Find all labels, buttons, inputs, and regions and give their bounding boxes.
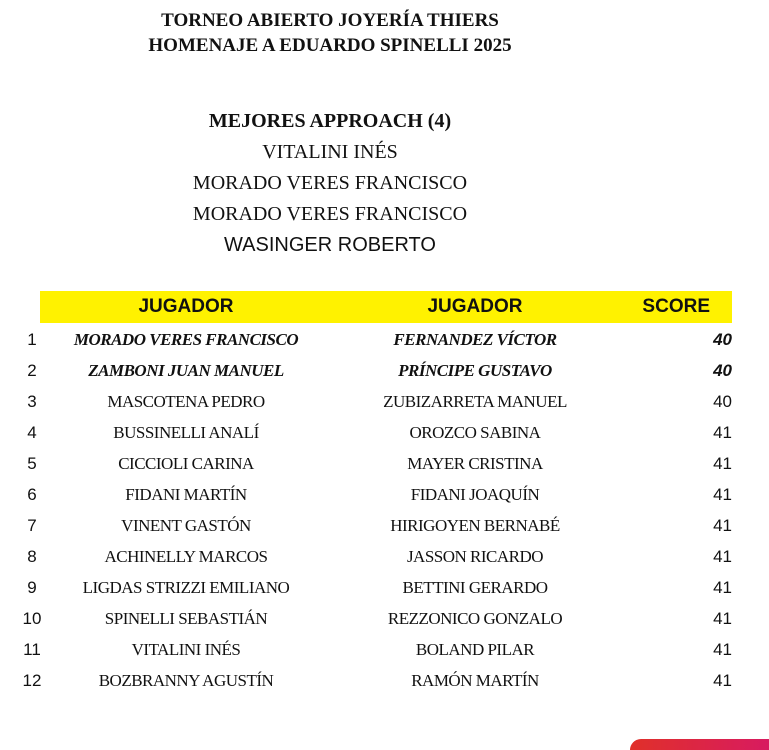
approach-name: WASINGER ROBERTO (224, 234, 436, 256)
rank: 5 (27, 454, 37, 473)
title-line-2: HOMENAJE A EDUARDO SPINELLI 2025 (148, 35, 512, 56)
title-line-1: TORNEO ABIERTO JOYERÍA THIERS (161, 10, 499, 31)
approach-name: MORADO VERES FRANCISCO (192, 172, 468, 194)
player-1: CICCIOLI CARINA (118, 454, 254, 473)
rank: 9 (27, 578, 37, 597)
player-2: OROZCO SABINA (409, 423, 541, 442)
player-2: FIDANI JOAQUÍN (410, 485, 540, 504)
rank: 3 (27, 392, 37, 411)
table-header (40, 291, 732, 323)
player-2: REZZONICO GONZALO (387, 609, 563, 628)
player-2: ZUBIZARRETA MANUEL (383, 392, 567, 411)
player-2: BETTINI GERARDO (402, 578, 548, 597)
score: 40 (713, 392, 732, 411)
score: 41 (713, 578, 732, 597)
score: 41 (713, 423, 732, 442)
player-2: PRÍNCIPE GUSTAVO (398, 361, 552, 380)
table-row (0, 324, 769, 355)
score: 40 (713, 330, 732, 349)
table-row (0, 510, 769, 541)
player-1: FIDANI MARTÍN (125, 485, 247, 504)
player-2: RAMÓN MARTÍN (411, 671, 539, 690)
rank: 7 (27, 516, 37, 535)
rank: 1 (27, 330, 37, 349)
player-1: ACHINELLY MARCOS (104, 547, 268, 566)
table-row (0, 386, 769, 417)
score: 41 (713, 516, 732, 535)
approach-name: VITALINI INÉS (262, 141, 398, 163)
table-row (0, 572, 769, 603)
table-row (0, 603, 769, 634)
approach-heading: MEJORES APPROACH (4) (208, 110, 452, 132)
player-2: FERNANDEZ VÍCTOR (393, 330, 557, 349)
score: 41 (713, 485, 732, 504)
score: 41 (713, 640, 732, 659)
rank: 12 (22, 671, 42, 690)
player-1: BUSSINELLI ANALÍ (113, 423, 259, 442)
table-row (0, 448, 769, 479)
floating-button-edge[interactable] (630, 739, 769, 750)
player-2: HIRIGOYEN BERNABÉ (390, 516, 560, 535)
header-jugador-1: JUGADOR (138, 296, 234, 317)
player-1: SPINELLI SEBASTIÁN (104, 609, 268, 628)
player-1: VITALINI INÉS (131, 640, 241, 659)
rank: 8 (27, 547, 37, 566)
score: 41 (713, 547, 732, 566)
rank: 2 (27, 361, 37, 380)
player-1: ZAMBONI JUAN MANUEL (88, 361, 284, 380)
table-row (0, 417, 769, 448)
table-row (0, 355, 769, 386)
player-1: MASCOTENA PEDRO (107, 392, 265, 411)
player-2: BOLAND PILAR (415, 640, 535, 659)
player-2: MAYER CRISTINA (407, 454, 543, 473)
player-1: VINENT GASTÓN (121, 516, 251, 535)
table-row (0, 541, 769, 572)
header-score: SCORE (642, 296, 710, 317)
table-row (0, 634, 769, 665)
approach-name: MORADO VERES FRANCISCO (192, 203, 468, 225)
score: 41 (713, 454, 732, 473)
rank: 10 (22, 609, 42, 628)
header-jugador-2: JUGADOR (427, 296, 523, 317)
player-1: MORADO VERES FRANCISCO (73, 330, 299, 349)
player-2: JASSON RICARDO (406, 547, 544, 566)
rank: 6 (27, 485, 37, 504)
rank: 11 (23, 640, 41, 659)
rank: 4 (27, 423, 37, 442)
player-1: BOZBRANNY AGUSTÍN (98, 671, 274, 690)
score: 40 (713, 361, 732, 380)
table-row (0, 479, 769, 510)
player-1: LIGDAS STRIZZI EMILIANO (82, 578, 290, 597)
score: 41 (713, 671, 732, 690)
score: 41 (713, 609, 732, 628)
table-row (0, 665, 769, 696)
